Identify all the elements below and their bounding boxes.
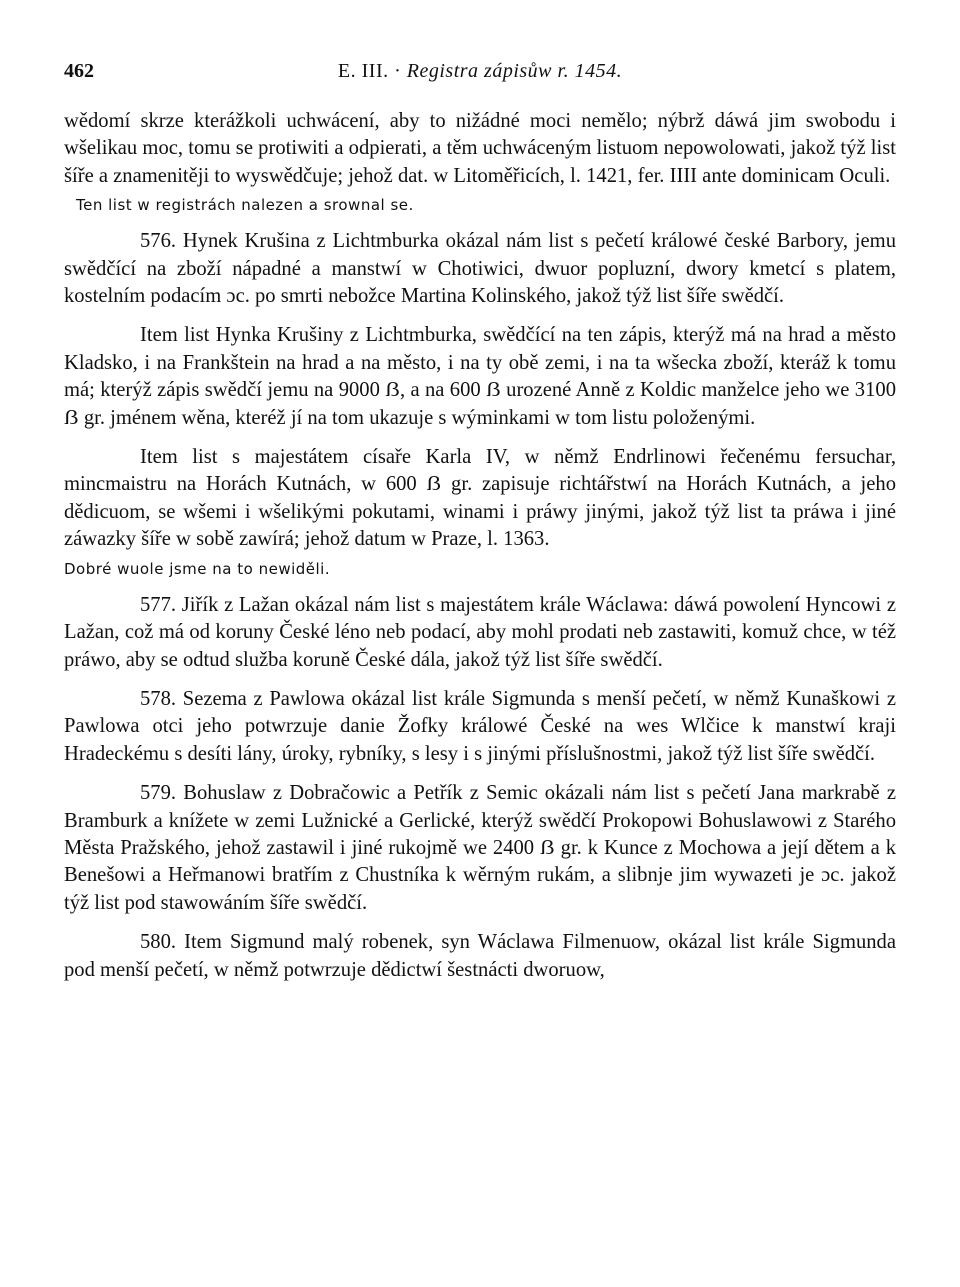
section-label: E. III. [337,60,389,82]
entry-text: Jiřík z Lažan okázal nám list s majestátem krále Wáclawa: dáwá powolení Hyncowi z Lažan, což má od koruny České léno neb podací, aby mohl prodati neb zastawiti, komuž chce, w též práwo, aby se odtud služba koruně České dála, jakož týž list šíře swědčí. [64,593,896,671]
entry-number: 576. [140,230,177,253]
page-header [64,60,896,92]
entry-580 [64,929,896,984]
paragraph-text: Item list s majestátem císaře Karla IV, w němž Endrlinowi řečenému fersuchar, mincmaistru na Horách Kutnách, w 600 ẞ gr. zapisuje richtářstwí na Horách Kutnách, a jeho dědicuom, se wšemi i wšelikými pokutami, winami i práwy jinými, jakož týž list ta práwa i jiné záwazky šíře w sobě zawírá; jehož datum w Praze, l. 1363. [64,446,896,551]
entry-number: 578. [140,687,177,710]
page-body [64,108,896,984]
entry-576 [64,228,896,310]
paragraph-text: wědomí skrze kterážkoli uchwácení, aby to nižádné moci nemělo; nýbrž dáwá jim swobodu i wšelikau moc, tomu se protiwiti a odpierati, a těm uchwáceným listuom nepowolowati, jakož týž list šíře a znamenitěji to wyswědčuje; jehož dat. w Litoměřicích, l. 1421, fer. IIII ante dominicam Oculi. [64,110,896,187]
paragraph-576-item-2 [64,444,896,554]
entry-number: 579. [140,782,177,805]
editorial-note: Ten list w registrách nalezen a srownal se. [76,196,414,215]
entry-number: 580. [140,931,177,954]
paragraph-continuation [64,108,896,190]
paragraph-576-item-1 [64,322,896,432]
running-head [64,60,896,83]
entry-579 [64,780,896,917]
entry-577 [64,592,896,674]
entry-number: 577. [140,593,177,616]
section-separator: · [394,60,402,82]
entry-text: Item Sigmund malý robenek, syn Wáclawa Filmenuow, okázal list krále Sigmunda pod menší pečetí, w němž potwrzuje dědictwí šestnácti dworuow, [64,931,896,981]
entry-578 [64,686,896,768]
entry-text: Hynek Krušina z Lichtmburka okázal nám list s pečetí králowé české Barbory, jemu swědčící na zboží nápadné a manstwí w Chotiwici, dwuor popluzní, dwory kmetcí s platem, kostelním podacím ɔc. po smrti nebožce Martina Kolinského, jakož týž list šíře swědčí. [64,230,896,308]
page-number: 462 [64,60,94,82]
entry-text: Sezema z Pawlowa okázal list krále Sigmunda s menší pečetí, w němž Kunaškowi z Pawlowa otci jeho potwrzuje danie Žofky králowé České na wes Wlčice k manstwí kraji Hradeckému s desíti lány, úroky, rybníky, s lesy i s jinými příslušnostmi, jakož týž list šíře swědčí. [64,687,896,765]
page [64,60,896,984]
editorial-note: Dobré wuole jsme na to newiděli. [64,559,331,578]
paragraph-text: Item list Hynka Krušiny z Lichtmburka, swědčící na ten zápis, kterýž má na hrad a město Kladsko, i na Frankštein na hrad a na město, i na ty obě zemi, i na ta wšecka zboží, kteráž k tomu má; kterýž zápis swědčí jemu na 9000 ẞ, a na 600 ẞ urozené Anně z Koldic manželce jeho we 3100 ẞ gr. jménem wěna, kteréž jí na tom ukazuje s wýminkami w tom listu položenými. [64,324,896,429]
running-title: Registra zápisůw r. 1454. [406,60,623,82]
entry-text: Bohuslaw z Dobračowic a Petřík z Semic okázali nám list s pečetí Jana markrabě z Bramburk a knížete w zemi Lužnické a Gerlické, kterýž swědčí Prokopowi Bohuslawowi z Starého Města Pražského, jehož zastawil i jiné rukojmě we 2400 ẞ gr. k Kunce z Mochowa a její dětem a k Benešowi a Heřmanowi bratřím z Chustníka k wěrným rukám, a slibnje jim wywazeti je ɔc. jakož týž list pod stawowáním šíře swědčí. [64,782,896,914]
